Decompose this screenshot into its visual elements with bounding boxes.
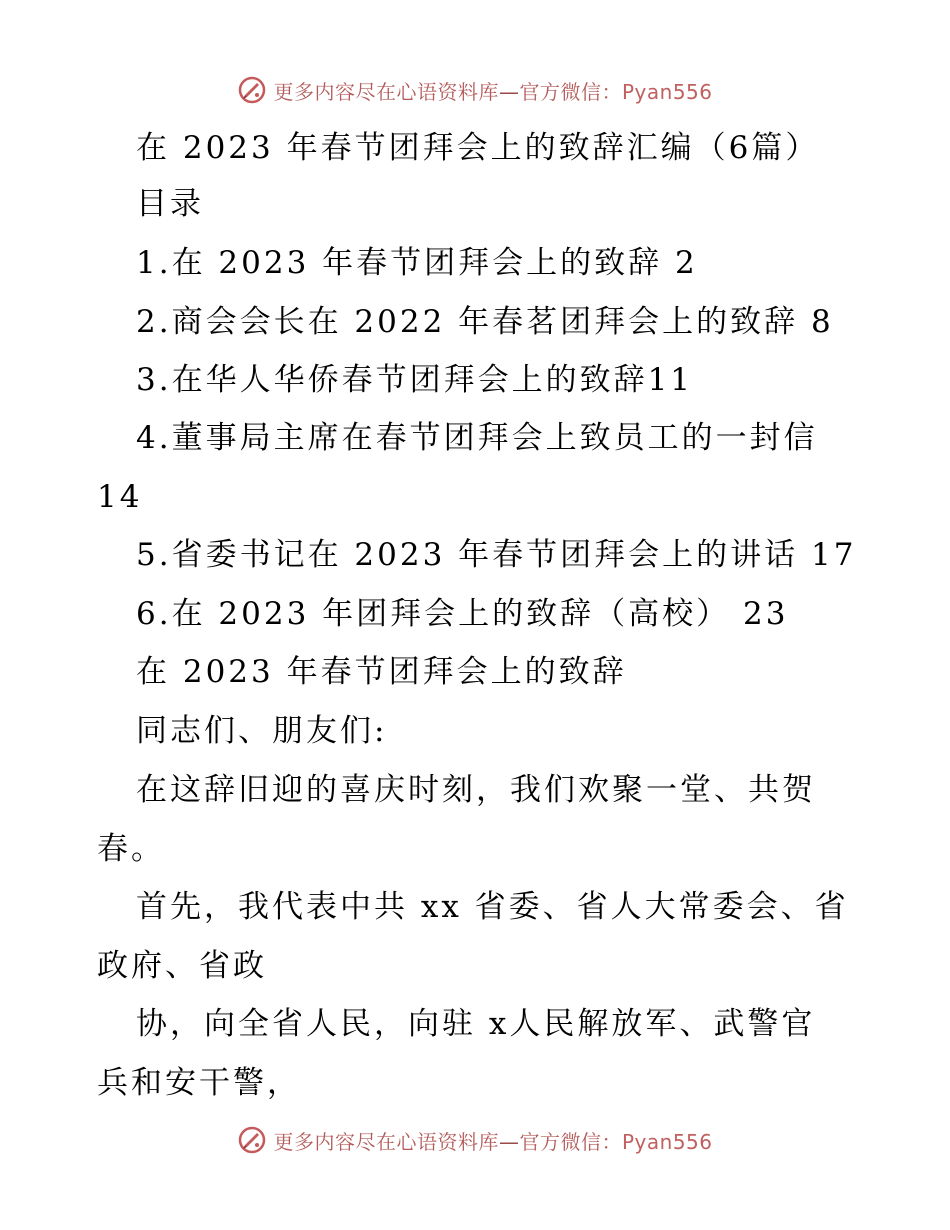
watermark-label: 官方微信： — [519, 79, 622, 104]
toc-item: 4.董事局主席在春节团拜会上致员工的一封信 — [136, 420, 818, 456]
watermark-account: Pyan556 — [621, 1129, 713, 1154]
toc-heading: 目录 — [136, 186, 204, 222]
brand-logo-icon — [237, 75, 267, 105]
watermark-banner-bottom — [0, 1120, 950, 1160]
watermark-text: 更多内容尽在心语资料库 — [273, 1129, 499, 1154]
toc-item: 6.在 2023 年团拜会上的致辞（高校） 23 — [136, 596, 789, 632]
toc-item-continuation: 14 — [97, 479, 143, 515]
brand-logo-icon — [237, 1125, 267, 1155]
toc-item: 3.在华人华侨春节团拜会上的致辞11 — [136, 362, 694, 398]
section-title: 在 2023 年春节团拜会上的致辞 — [136, 654, 627, 690]
paragraph-line: 春。 — [97, 831, 165, 867]
greeting: 同志们、朋友们: — [136, 713, 388, 749]
paragraph-line: 在这辞旧迎的喜庆时刻，我们欢聚一堂、共贺 — [136, 772, 816, 808]
watermark-label: 官方微信： — [519, 1129, 622, 1154]
paragraph-line: 首先，我代表中共 xx 省委、省人大常委会、省 — [136, 889, 849, 925]
paragraph-line: 协，向全省人民，向驻 x人民解放军、武警官 — [136, 1006, 816, 1042]
watermark-account: Pyan556 — [621, 79, 713, 104]
toc-item: 2.商会会长在 2022 年春茗团拜会上的致辞 8 — [136, 304, 834, 340]
watermark-separator: — — [498, 1129, 520, 1154]
paragraph-line: 兵和安干警， — [97, 1065, 301, 1101]
watermark-separator: — — [498, 79, 520, 104]
watermark-text: 更多内容尽在心语资料库 — [273, 79, 499, 104]
document-title: 在 2023 年春节团拜会上的致辞汇编（6篇） — [136, 130, 820, 166]
watermark-banner-top — [0, 70, 950, 110]
paragraph-line: 政府、省政 — [97, 948, 267, 984]
toc-item: 1.在 2023 年春节团拜会上的致辞 2 — [136, 245, 698, 281]
toc-item: 5.省委书记在 2023 年春节团拜会上的讲话 17 — [136, 537, 857, 573]
